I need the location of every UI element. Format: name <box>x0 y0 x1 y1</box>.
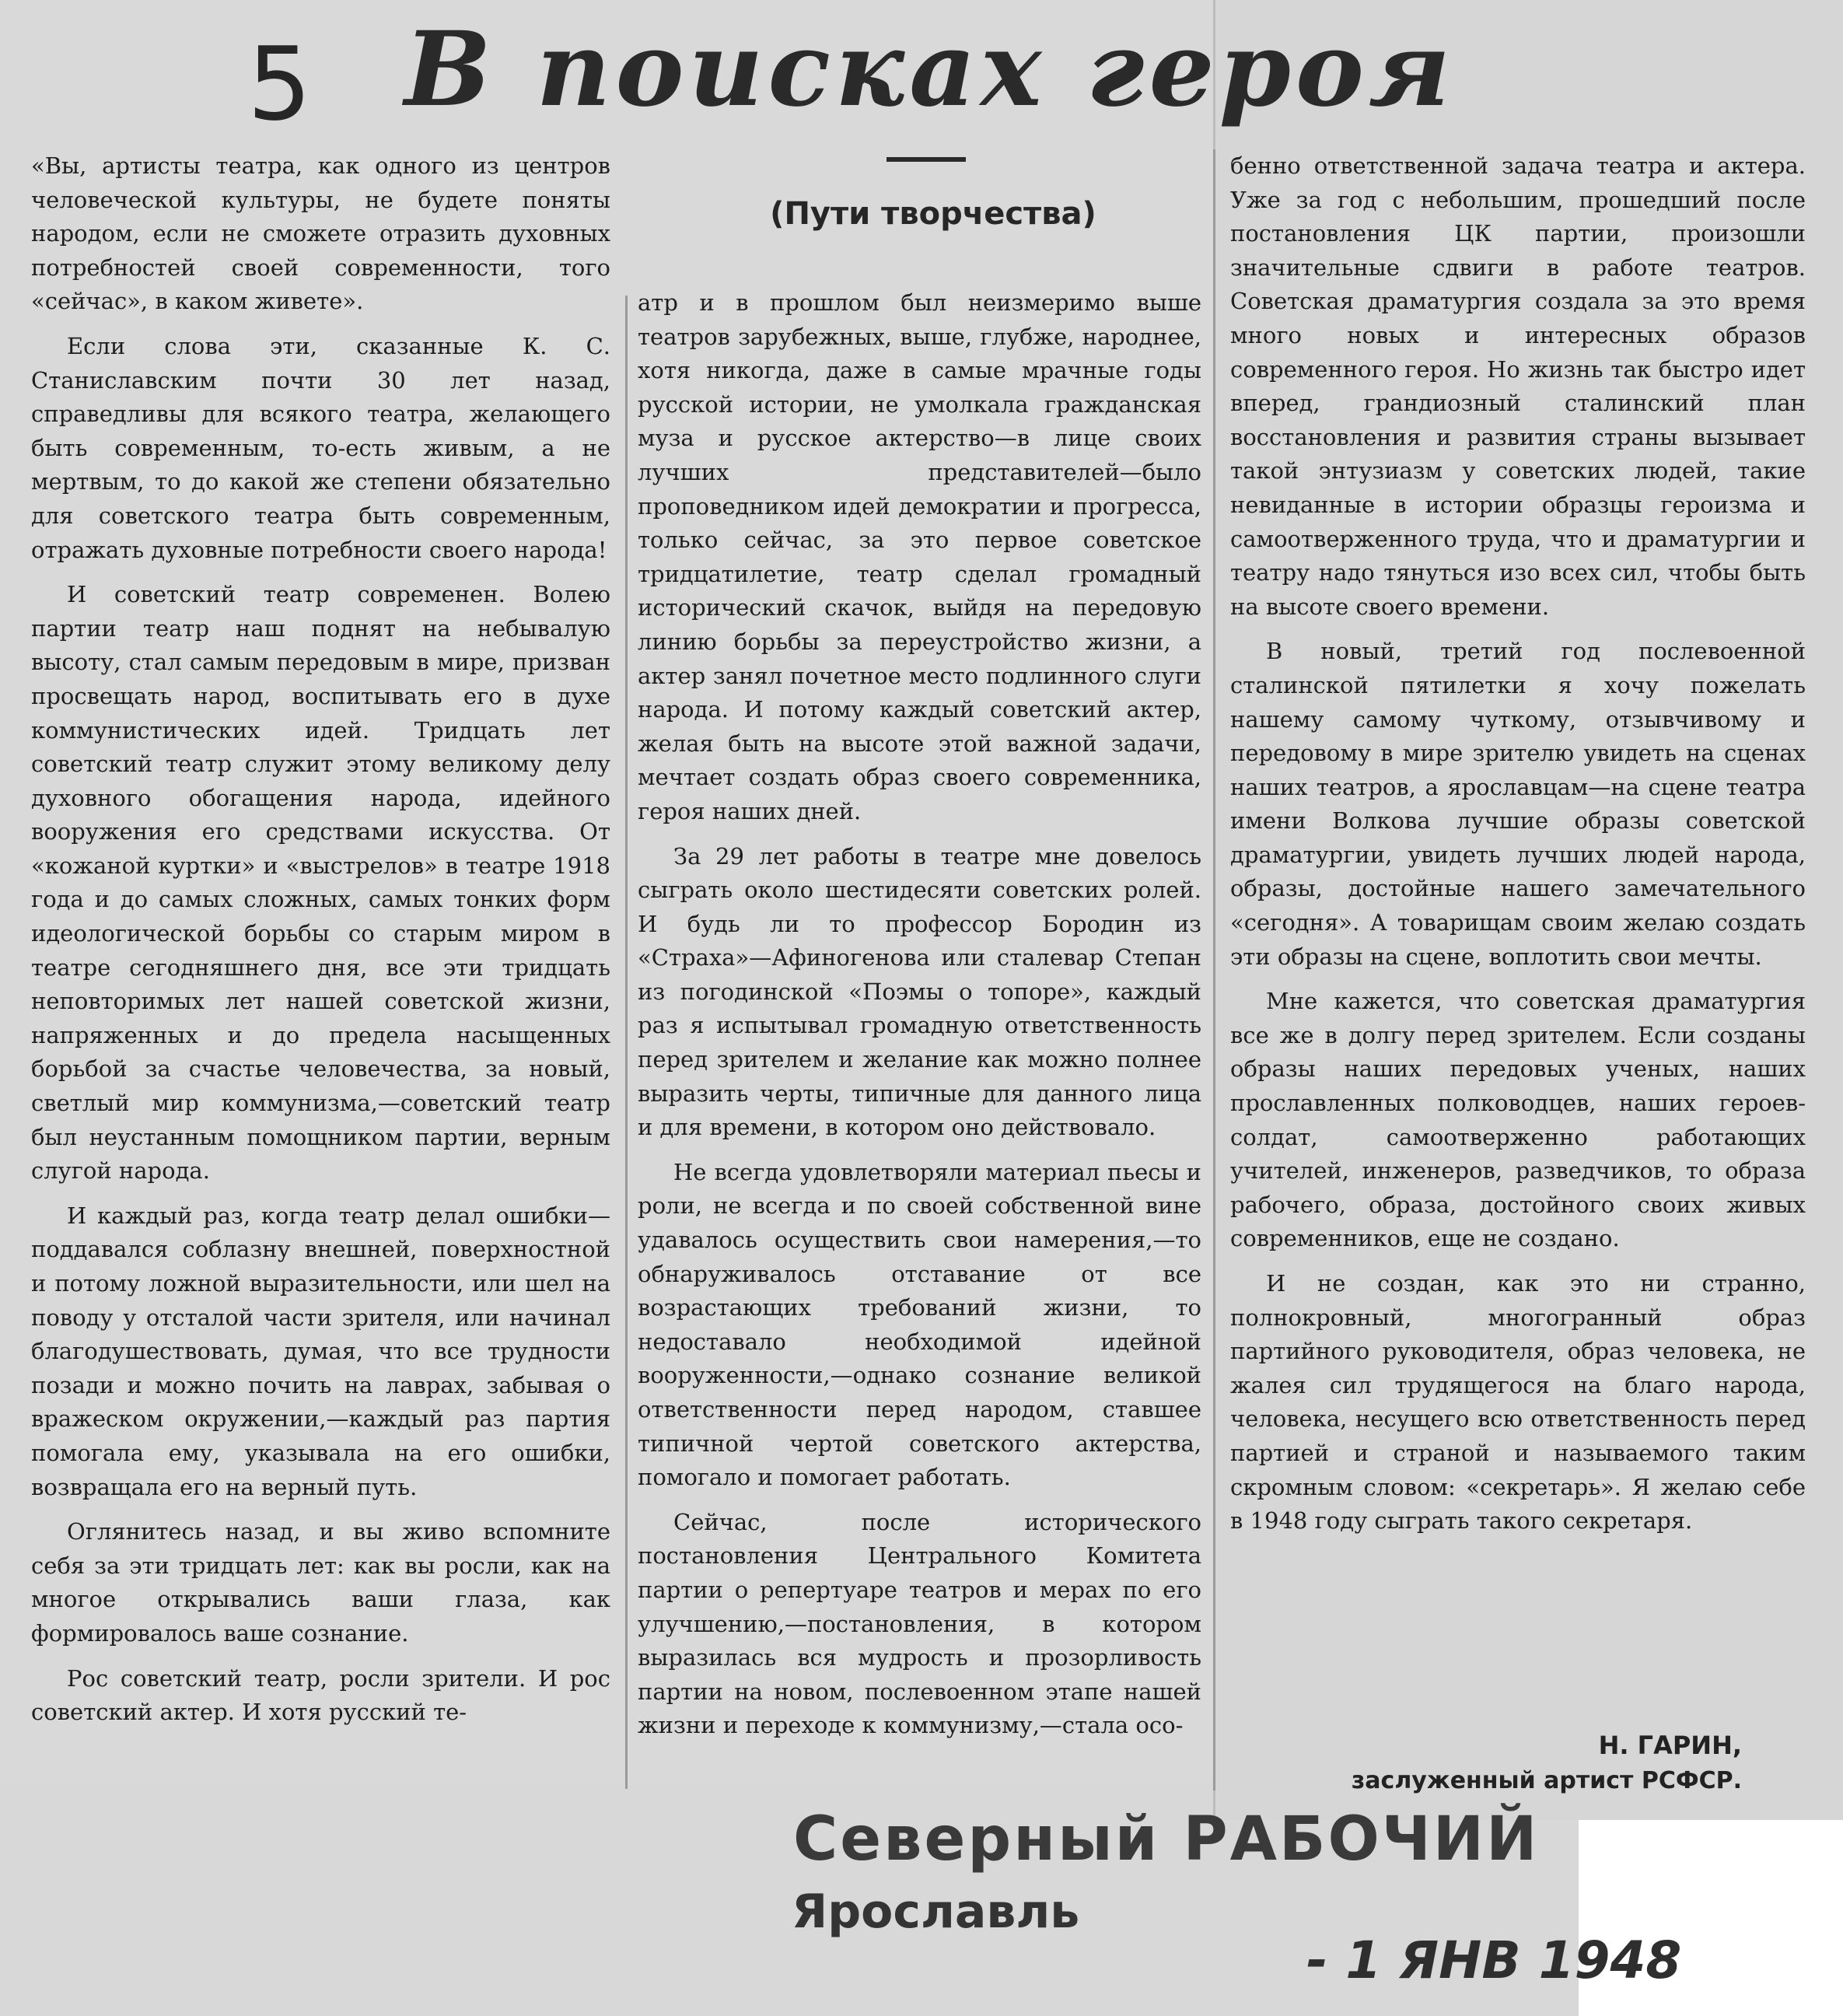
date-stamp: - 1 ЯНВ 1948 <box>1306 1930 1682 1990</box>
article-column-1 <box>31 149 610 1741</box>
handwritten-mark: 5 <box>247 25 312 143</box>
paragraph: Не всегда удовлетворяли материал пьесы и роли, не всегда и по своей собственной вине удавалось осуществить свои намерения,—то обнаруживалось отставание от все возрастающих требований жизни, то недоставало необходимой идейной вооруженности,—однако сознание великой ответственности перед народом, ставшее типичной чертой советского актерства, помогало и помогает работать. <box>638 1158 1201 1491</box>
paragraph: Сейчас, после исторического постановления Центрального Комитета партии о репертуаре театров и мерах по его улучшению,—постановления, в котором выразилась вся мудрость и прозорливость партии на новом, послевоенном этапе нашей жизни и переходе к коммунизму,—стала осо- <box>638 1508 1201 1739</box>
paragraph: бенно ответственной задача театра и актера. Уже за год с небольшим, прошедший после постановления ЦК партии, произошли значительные сдвиги в работе театров. Советская драматургия создала за это время много новых и интересных образов современного героя. Но жизнь так быстро идет вперед, грандиозный сталинский план восстановления и развития страны вызывает такой энтузиазм у советских людей, такие невиданные в истории образцы героизма и самоотверженного труда, что и драматургии и театру надо тянуться изо всех сил, чтобы быть на высоте своего времени. <box>1230 152 1806 620</box>
paragraph: В новый, третий год послевоенной сталинской пятилетки я хочу пожелать нашему самому чуткому, отзывчивому и передовому в мире зрителю увидеть на сценах наших театров, а ярославцам—на сцене театра имени Волкова лучшие образы советской драматургии, увидеть лучших людей народа, образы, достойные нашего замечательного «сегодня». А товарищам своим желаю создать эти образы на сцене, воплотить свои мечты. <box>1230 638 1806 970</box>
paragraph: За 29 лет работы в театре мне довелось сыграть около шестидесяти советских ролей. И будь ли то профессор Бородин из «Страха»—Афиногенова или сталевар Степан из погодинской «Поэмы о топоре», каждый раз я испытывал громадную ответственность перед зрителем и желание как можно полнее выразить черты, типичные для данного лица и для времени, в котором оно действовало. <box>638 842 1201 1141</box>
paragraph: И советский театр современен. Волею партии театр наш поднят на небывалую высоту, стал самым передовым в мире, призван просвещать народ, воспитывать его в духе коммунистических идей. Тридцать лет советский театр служит этому великому делу духовного обогащения народа, идейного вооружения его средствами искусства. От «кожаной куртки» и «выстрелов» в театре 1918 года и до самых сложных, самых тонких форм идеологической борьбы со старым миром в театре сегодняшнего дня, все эти тридцать неповторимых лет нашей советской жизни, напряженных и до предела насыщенных борьбой за счастье человечества, за новый, светлый мир коммунизма,—советский театр был неустанным помощником партии, верным слугой народа. <box>31 581 610 1185</box>
paragraph: атр и в прошлом был неизмеримо выше театров зарубежных, выше, глубже, народнее, хотя никогда, даже в самые мрачные годы русской истории, не умолкала гражданская муза и русское актерство—в лице своих лучших представителей—было проповедником идей демократии и прогресса, только сейчас, за это первое советское тридцатилетие, театр сделал громадный исторический скачок, выйдя на передовую линию борьбы за переустройство жизни, а актер занял почетное место подлинного слуги народа. И потому каждый советский актер, желая быть на высоте этой важной задачи, мечтает создать образ своего современника, героя наших дней. <box>638 289 1201 824</box>
newspaper-stamp: Северный РАБОЧИЙ <box>793 1804 1540 1874</box>
title-rule <box>887 157 966 162</box>
article-column-3 <box>1230 149 1806 1549</box>
author-title: заслуженный артист РСФСР. <box>1351 1767 1742 1794</box>
author-name: Н. ГАРИН, <box>1598 1731 1742 1760</box>
column-divider-2 <box>1213 149 1215 1790</box>
article-subtitle: (Пути творчества) <box>770 196 1096 232</box>
paragraph: Рос советский театр, росли зрители. И рос советский актер. И хотя русский те- <box>31 1664 610 1726</box>
article-headline: В поисках героя <box>404 9 1456 130</box>
paragraph: Если слова эти, сказанные К. С. Станиславским почти 30 лет назад, справедливы для всякого театра, желающего быть современным, то-есть живым, а не мертвым, то до какой же степени обязательно для советского театра быть современным, отражать духовные потребности своего народа! <box>31 332 610 563</box>
paragraph: «Вы, артисты театра, как одного из центров человеческой культуры, не будете поняты народом, если не сможете отразить духовных потребностей своей современности, того «сейчас», в каком живете». <box>31 152 610 315</box>
city-stamp: Ярославль <box>792 1885 1080 1939</box>
paragraph: Оглянитесь назад, и вы живо вспомните себя за эти тридцать лет: как вы росли, как на многое открывались ваши глаза, как формировалось ваше сознание. <box>31 1518 610 1647</box>
paragraph: И каждый раз, когда театр делал ошибки—поддавался соблазну внешней, поверхностной и потому ложной выразительности, или шел на поводу у отсталой части зрителя, или начинал благодушествовать, думая, что все трудности позади и можно почить на лаврах, забывая о вражеском окружении,—каждый раз партия помогала ему, указывала на его ошибки, возвращала его на верный путь. <box>31 1202 610 1500</box>
article-column-2 <box>638 286 1201 1754</box>
paragraph: Мне кажется, что советская драматургия все же в долгу перед зрителем. Если созданы образы наших передовых ученых, наших прославленных полководцев, наших героев-солдат, самоотверженно работающих учителей, инженеров, разведчиков, то образа рабочего, образа, достойного своих живых современников, еще не создано. <box>1230 988 1806 1252</box>
paragraph: И не создан, как это ни странно, полнокровный, многогранный образ партийного руководителя, образ человека, не жалея сил трудящегося на благо народа, человека, несущего всю ответственность перед партией и страной и называемого таким скромным словом: «секретарь». Я желаю себе в 1948 году сыграть такого секретаря. <box>1230 1270 1806 1535</box>
column-divider-1 <box>625 296 628 1789</box>
